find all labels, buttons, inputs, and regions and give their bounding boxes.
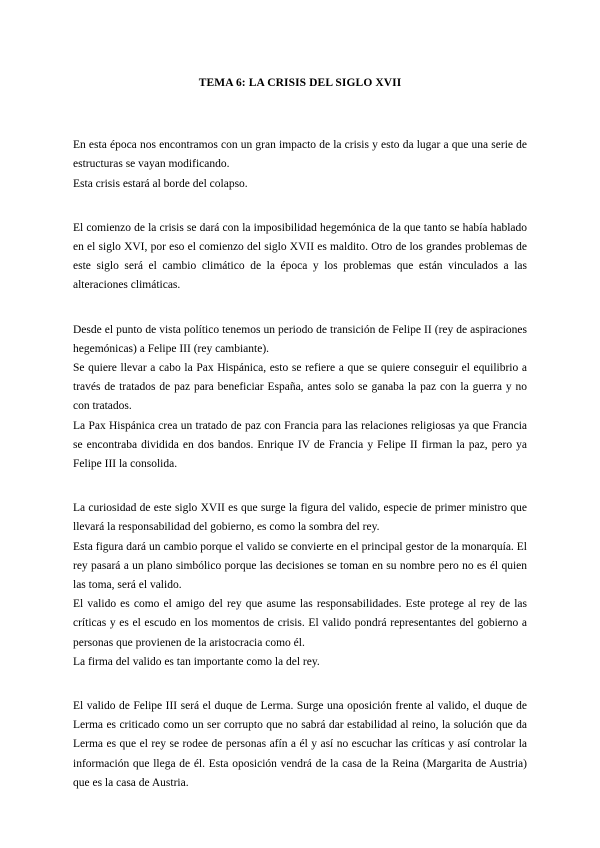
section-politics (73, 321, 527, 475)
paragraph: Desde el punto de vista político tenemos un periodo de transición de Felipe II (rey de aspiraciones hegemónicas) a Felipe III (rey cambiante). (73, 323, 527, 355)
paragraph: La curiosidad de este siglo XVII es que surge la figura del valido, especie de primer ministro que llevará la responsabilidad del gobierno, es como la sombra del rey. (73, 502, 527, 534)
document-content (73, 74, 527, 818)
page-title: TEMA 6: LA CRISIS DEL SIGLO XVII (198, 77, 402, 89)
section-lerma (73, 697, 527, 793)
section-valido (73, 499, 527, 672)
paragraph: Esta crisis estará al borde del colapso. (73, 177, 248, 190)
paragraph: Se quiere llevar a cabo la Pax Hispánica, esto se refiere a que se quiere conseguir el equilibrio a través de tratados de paz para beneficiar España, antes solo se ganaba la paz con la guerra y no con tratados. (73, 362, 527, 413)
paragraph: Esta figura dará un cambio porque el valido se convierte en el principal gestor de la monarquía. El rey pasará a un plano simbólico porque las decisiones se toman en su nombre pero no es él quien las toma, será el valido. (73, 540, 527, 592)
paragraph: El comienzo de la crisis se dará con la imposibilidad hegemónica de la que tanto se había hablado en el siglo XVI, por eso el comienzo del siglo XVII es maldito. Otro de los grandes problemas de este siglo será el cambio climático de la época y los problemas que están vinculados a las alteraciones climáticas. (73, 221, 527, 292)
paragraph: En esta época nos encontramos con un gran impacto de la crisis y esto da lugar a que una serie de estructuras se vayan modificando. (73, 139, 527, 171)
paragraph: La Pax Hispánica crea un tratado de paz con Francia para las relaciones religiosas ya que Francia se encontraba dividida en dos bandos. Enrique IV de Francia y Felipe II firman la paz, pero ya Felipe III la consolida. (73, 419, 527, 471)
paragraph: El valido de Felipe III será el duque de Lerma. Surge una oposición frente al valido, el duque de Lerma es criticado como un ser corrupto que no sabrá dar estabilidad al reino, la solución que da Lerma es que el rey se rodee de personas afín a él y así no escuchar las críticas y así controlar la información que llega de él. Esta oposición vendrá de la casa de la Reina (Margarita de Austria) que es la casa de Austria. (73, 700, 527, 789)
paragraph: El valido es como el amigo del rey que asume las responsabilidades. Este protege al rey de las críticas y es el escudo en los momentos de crisis. El valido pondrá representantes del gobierno a personas que provienen de la aristocracia como él. (73, 598, 527, 649)
paragraph: La firma del valido es tan importante como la del rey. (73, 655, 320, 668)
section-intro (73, 136, 527, 194)
section-crisis-start (73, 219, 527, 296)
